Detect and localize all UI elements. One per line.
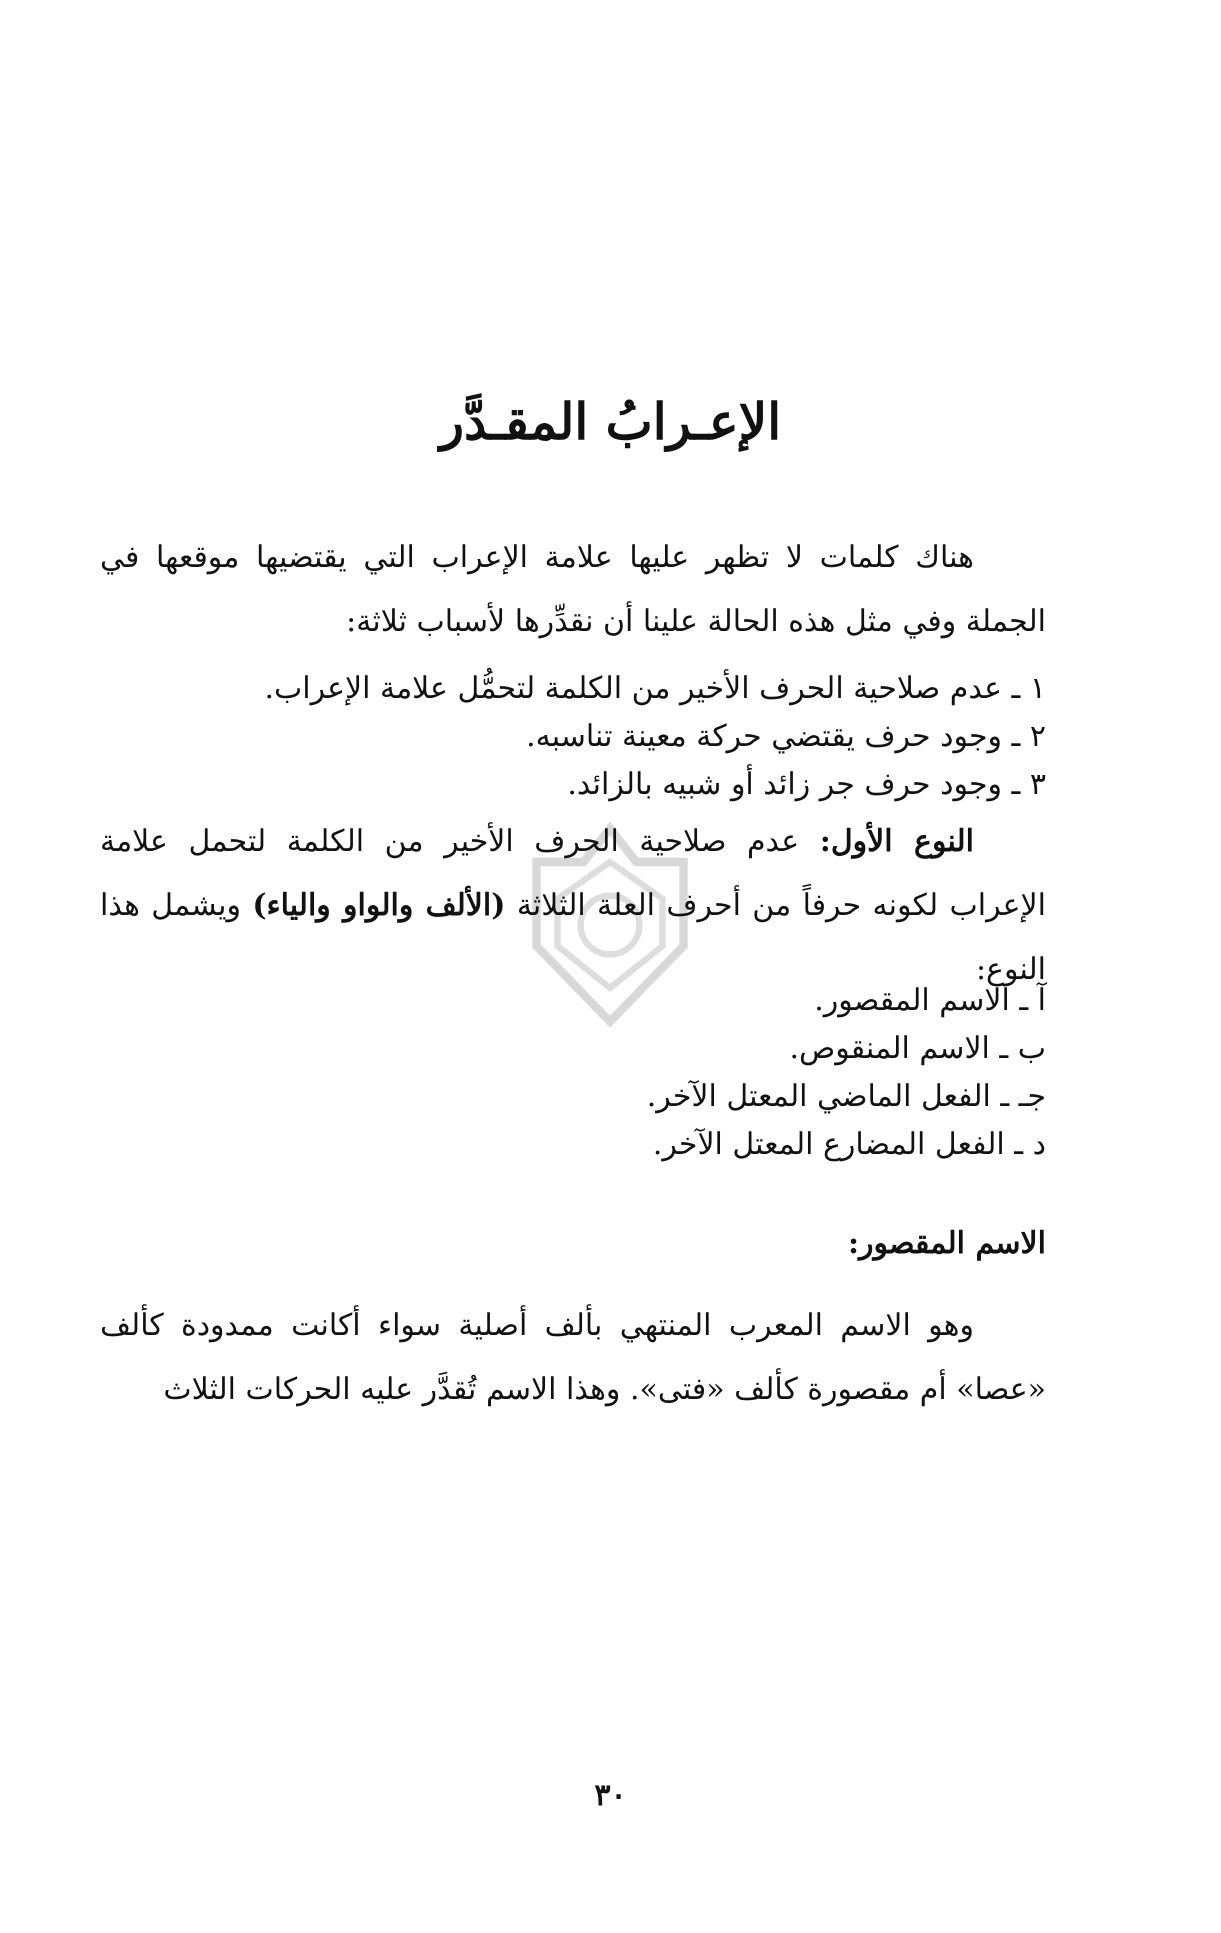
type1-text-part1: عدم صلاحية الحرف الأخير من الكلمة لتحمل علامة الإعراب لكونه حرفاً من أحرف العلة الثلاثة <box>100 824 1046 923</box>
type-item-b: ب ـ الاسم المنقوص. <box>789 1031 1046 1066</box>
type-item-a: آ ـ الاسم المقصور. <box>814 983 1046 1018</box>
type-item-d: د ـ الفعل المضارع المعتل الآخر. <box>652 1127 1046 1162</box>
intro-paragraph: هناك كلمات لا تظهر عليها علامة الإعراب التي يقتضيها موقعها في الجملة وفي مثل هذه الحالة علينا أن نقدِّرها لأسباب ثلاثة: <box>100 540 1046 639</box>
type1-label: النوع الأول: <box>819 824 974 859</box>
maqsur-paragraph: وهو الاسم المعرب المنتهي بألف أصلية سواء أكانت ممدودة كألف «عصا» أم مقصورة كألف «فتى». وهذا الاسم تُقدَّر عليه الحركات الثلاث <box>100 1308 1046 1407</box>
reason-2: ٢ ـ وجود حرف يقتضي حركة معينة تناسبه. <box>526 719 1046 754</box>
page-number: ٣٠ <box>594 1778 627 1813</box>
type1-letters: (الألف والواو والياء) <box>252 888 506 923</box>
type-item-c: جـ ـ الفعل الماضي المعتل الآخر. <box>646 1079 1046 1114</box>
type1-text-part2: ويشمل هذا النوع: <box>100 888 1046 987</box>
maqsur-heading: الاسم المقصور: <box>847 1226 1046 1261</box>
page-title: الإعـرابُ المقـدَّر <box>439 392 782 451</box>
reason-1: ١ ـ عدم صلاحية الحرف الأخير من الكلمة لتحمُّل علامة الإعراب. <box>264 671 1046 706</box>
reason-3: ٣ ـ وجود حرف جر زائد أو شبيه بالزائد. <box>567 767 1046 802</box>
